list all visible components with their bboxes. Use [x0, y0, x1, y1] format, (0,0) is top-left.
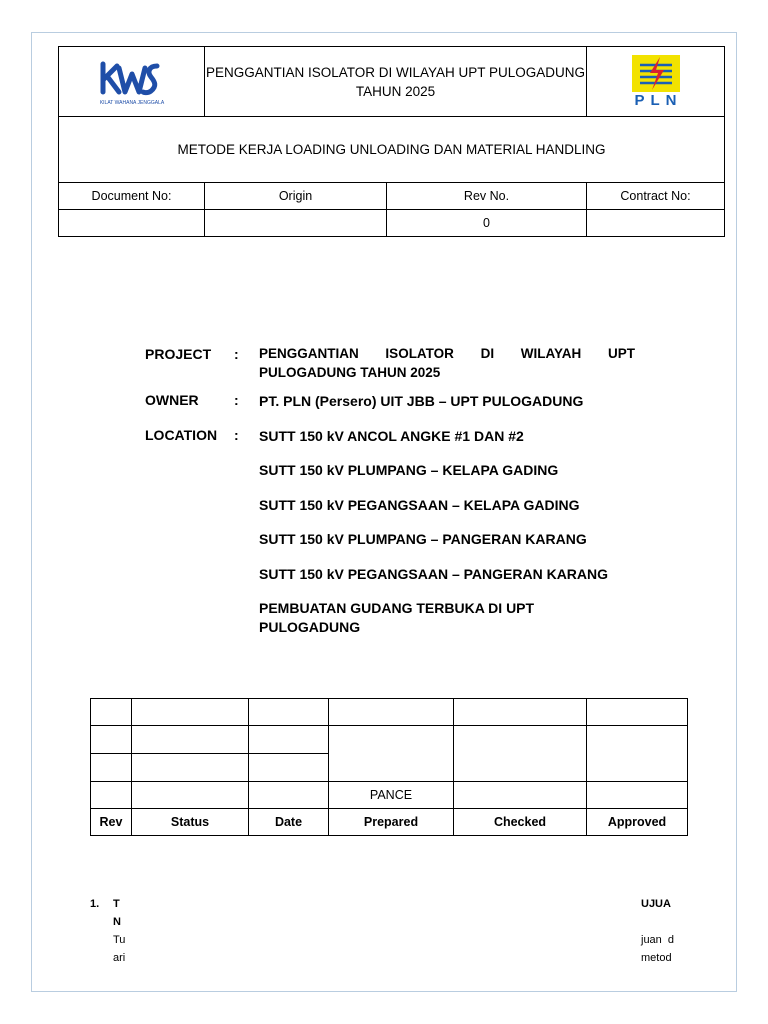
section-text-left: ari [113, 952, 126, 964]
project-label: PROJECT [145, 346, 212, 362]
project-title-line1: PENGGANTIAN ISOLATOR DI WILAYAH UPT PULOGADUNG [205, 64, 586, 80]
status-header: Status [132, 809, 249, 836]
owner-label: OWNER [145, 392, 199, 408]
project-title-line2: TAHUN 2025 [355, 83, 436, 99]
prepared-signature-cell [329, 726, 454, 782]
rev-header: Rev [91, 809, 132, 836]
contract-no-value [587, 210, 725, 237]
kws-logo [59, 58, 204, 106]
project-value: PENGGANTIAN ISOLATOR DI WILAYAH UPT PULOGADUNG TAHUN 2025 [259, 346, 635, 380]
checked-signature-cell [454, 726, 587, 782]
location-item: PEMBUATAN GUDANG TERBUKA DI UPT PULOGADUNG [259, 600, 535, 635]
project-row [145, 342, 635, 388]
pln-logo-icon [630, 55, 682, 93]
company-logo-caption: KILAT WAHANA JENGGALA [99, 99, 164, 106]
company-logo-cell [59, 47, 205, 117]
location-item: SUTT 150 kV PLUMPANG – KELAPA GADING [259, 462, 559, 478]
prepared-header: Prepared [329, 809, 454, 836]
location-item: SUTT 150 kV PLUMPANG – PANGERAN KARANG [259, 531, 587, 547]
location-colon: : [234, 426, 239, 443]
document-no-label: Document No: [59, 183, 205, 210]
section-heading-left2: N [113, 916, 121, 928]
location-row [145, 457, 635, 492]
document-header-table [58, 46, 725, 237]
section-text-right: juan d [641, 934, 675, 946]
approved-signature-cell [587, 726, 688, 782]
project-info [145, 342, 635, 635]
origin-value [205, 210, 387, 237]
origin-label: Origin [205, 183, 387, 210]
prepared-name: PANCE [329, 782, 454, 809]
location-item: SUTT 150 kV ANCOL ANGKE #1 DAN #2 [259, 427, 524, 444]
approved-header: Approved [587, 809, 688, 836]
table-row [91, 699, 688, 726]
rev-no-value: 0 [387, 210, 587, 237]
contract-no-label: Contract No: [587, 183, 725, 210]
section-heading-right: UJUA [641, 898, 671, 910]
location-item: SUTT 150 kV PEGANGSAAN – PANGERAN KARANG [259, 565, 609, 582]
pln-logo [587, 55, 724, 109]
table-row [91, 726, 688, 754]
revision-table [90, 698, 688, 836]
owner-value: PT. PLN (Persero) UIT JBB – UPT PULOGADUNG [259, 393, 584, 409]
rev-no-label: Rev No. [387, 183, 587, 210]
section-text-right: metod [641, 952, 672, 964]
section-number: 1. [90, 898, 100, 910]
project-colon: : [234, 346, 239, 362]
owner-row [145, 388, 635, 423]
location-label: LOCATION [145, 426, 218, 443]
pln-logo-cell [587, 47, 725, 117]
table-row [91, 782, 688, 809]
checked-header: Checked [454, 809, 587, 836]
method-title: METODE KERJA LOADING UNLOADING DAN MATERIAL HANDLING [59, 117, 725, 183]
location-row [145, 561, 635, 596]
project-title-cell [205, 47, 587, 117]
date-header: Date [249, 809, 329, 836]
location-row [145, 423, 635, 458]
location-row [145, 492, 635, 527]
location-row [145, 595, 635, 635]
section-heading-left: T [113, 898, 120, 910]
location-row [145, 526, 635, 561]
location-item: SUTT 150 kV PEGANGSAAN – KELAPA GADING [259, 496, 580, 513]
pln-logo-text: PLN [634, 91, 683, 109]
kws-logo-icon [99, 58, 165, 106]
document-no-value [59, 210, 205, 237]
section-text-left: Tu [113, 934, 126, 946]
owner-colon: : [234, 392, 239, 408]
revision-table-header [91, 809, 688, 836]
